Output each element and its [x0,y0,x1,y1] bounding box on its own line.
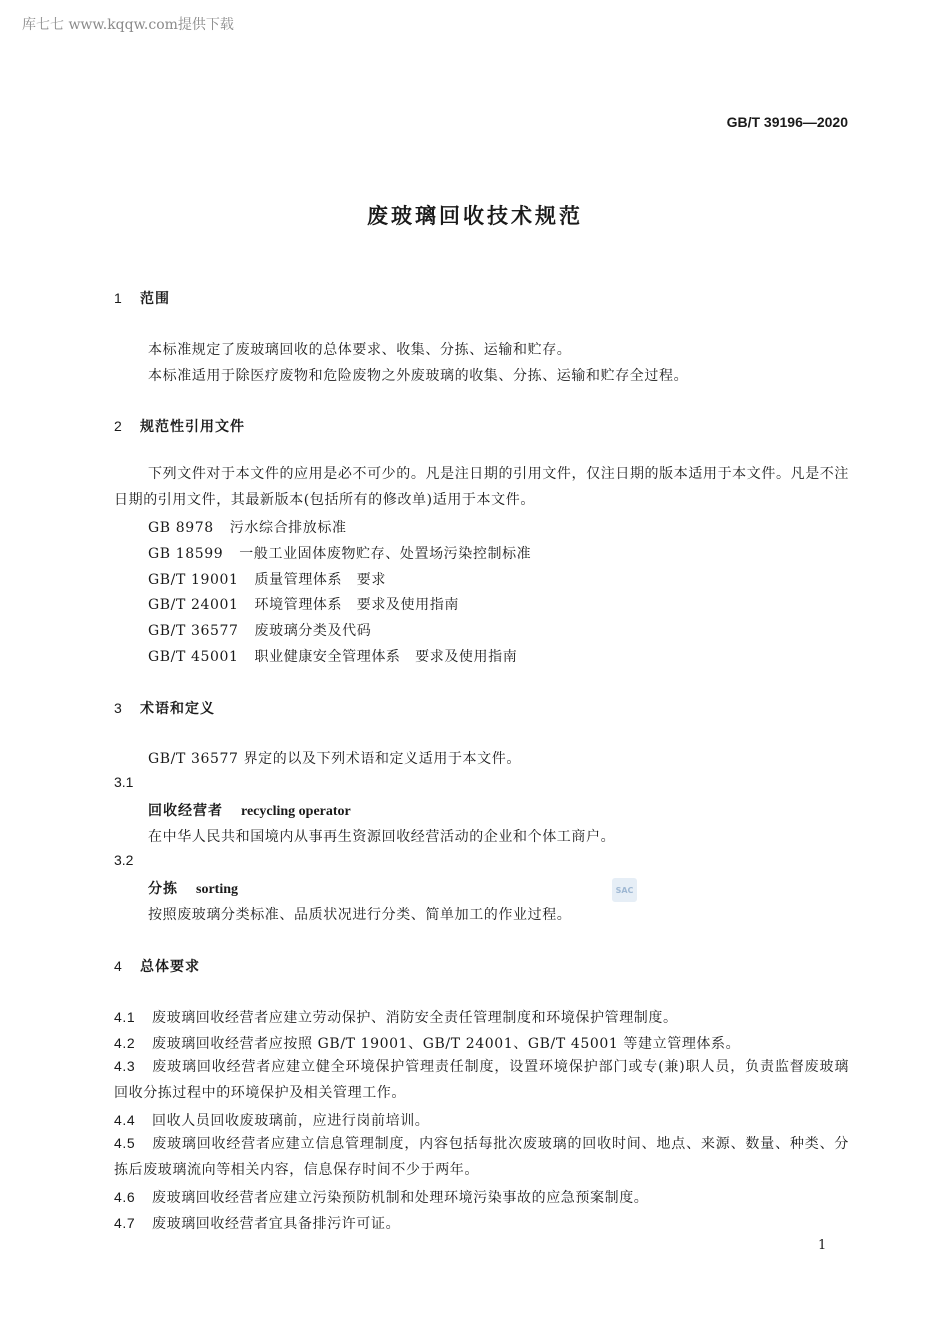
term-number: 3.2 [114,852,134,868]
reference-code: GB/T 36577 [148,623,239,639]
clause-number: 4.2 [114,1035,136,1051]
clause-text: 废玻璃回收经营者应建立健全环境保护管理责任制度，设置环境保护部门或专(兼)职人员，负责监督废玻璃回收分拣过程中的环境保护及相关管理工作。 [114,1059,849,1101]
paragraph: 本标准规定了废玻璃回收的总体要求、收集、分拣、运输和贮存。 [148,342,572,358]
clause-number: 4.3 [114,1058,136,1074]
clause-number: 4.7 [114,1215,136,1231]
section-1-heading [114,288,170,308]
reference-name: 污水综合排放标准 [229,520,347,536]
clause [114,1110,429,1130]
section-title: 范围 [140,291,170,307]
reference-code: GB/T 24001 [148,597,239,613]
reference-code: GB 18599 [148,546,224,562]
clause-number: 4.5 [114,1135,136,1151]
paragraph: 本标准适用于除医疗废物和危险废物之外废玻璃的收集、分拣、运输和贮存全过程。 [148,368,689,384]
term-definition: 按照废玻璃分类标准、品质状况进行分类、简单加工的作业过程。 [148,907,572,923]
clause [114,1033,740,1053]
reference-name: 质量管理体系 要求 [254,572,386,588]
reference-code: GB 8978 [148,520,214,536]
clause-text: 废玻璃回收经营者应建立信息管理制度，内容包括每批次废玻璃的回收时间、地点、来源、数量、种类、分拣后废玻璃流向等相关内容，信息保存时间不少于两年。 [114,1136,849,1178]
sac-logo-text: SAC [615,886,634,895]
term-chinese: 回收经营者 [148,803,223,819]
section-number: 2 [114,418,123,434]
watermark: 库七七 www.kqqw.com提供下载 [22,17,234,33]
section-title: 术语和定义 [140,701,215,717]
clause-number: 4.4 [114,1112,136,1128]
page-number: 1 [818,1238,827,1253]
clause-text: 废玻璃回收经营者宜具备排污许可证。 [152,1216,401,1232]
document-title: 废玻璃回收技术规范 [367,204,583,228]
reference-item [148,543,531,563]
term-heading [148,800,351,820]
clause-number: 4.6 [114,1189,136,1205]
section-title: 总体要求 [140,959,200,975]
clause-number: 4.1 [114,1009,136,1025]
clause-text: 废玻璃回收经营者应建立污染预防机制和处理环境污染事故的应急预案制度。 [152,1190,649,1206]
term-chinese: 分拣 [148,881,178,897]
section-number: 3 [114,700,123,716]
section-number: 1 [114,290,123,306]
paragraph: GB/T 36577 界定的以及下列术语和定义适用于本文件。 [148,751,521,767]
reference-name: 职业健康安全管理体系 要求及使用指南 [254,649,518,665]
section-3-heading [114,698,215,718]
standard-code: GB/T 39196—2020 [726,114,848,130]
reference-name: 废玻璃分类及代码 [254,623,372,639]
clause [114,1187,648,1207]
reference-item [148,517,347,537]
clause [114,1213,400,1233]
clause [114,1007,678,1027]
term-heading [148,878,238,898]
sac-logo-icon [612,878,637,902]
reference-code: GB/T 19001 [148,572,239,588]
section-4-heading [114,956,200,976]
section-number: 4 [114,958,123,974]
term-english: sorting [196,882,238,897]
clause-text: 废玻璃回收经营者应按照 GB/T 19001、GB/T 24001、GB/T 45001 等建立管理体系。 [152,1036,741,1052]
term-number: 3.1 [114,774,134,790]
clause-text: 回收人员回收废玻璃前，应进行岗前培训。 [152,1113,430,1129]
clause [114,1130,849,1183]
clause-text: 废玻璃回收经营者应建立劳动保护、消防安全责任管理制度和环境保护管理制度。 [152,1010,678,1026]
reference-item [148,594,459,614]
term-english: recycling operator [241,804,351,819]
clause [114,1053,849,1106]
reference-name: 环境管理体系 要求及使用指南 [254,597,459,613]
reference-item [148,646,517,666]
reference-item [148,620,371,640]
section-2-heading [114,416,245,436]
term-definition: 在中华人民共和国境内从事再生资源回收经营活动的企业和个体工商户。 [148,829,616,845]
reference-code: GB/T 45001 [148,649,239,665]
paragraph: 下列文件对于本文件的应用是必不可少的。凡是注日期的引用文件，仅注日期的版本适用于本文件。凡是不注日期的引用文件，其最新版本(包括所有的修改单)适用于本文件。 [114,466,849,508]
reference-item [148,569,386,589]
reference-name: 一般工业固体废物贮存、处置场污染控制标准 [239,546,532,562]
section-title: 规范性引用文件 [140,419,245,435]
